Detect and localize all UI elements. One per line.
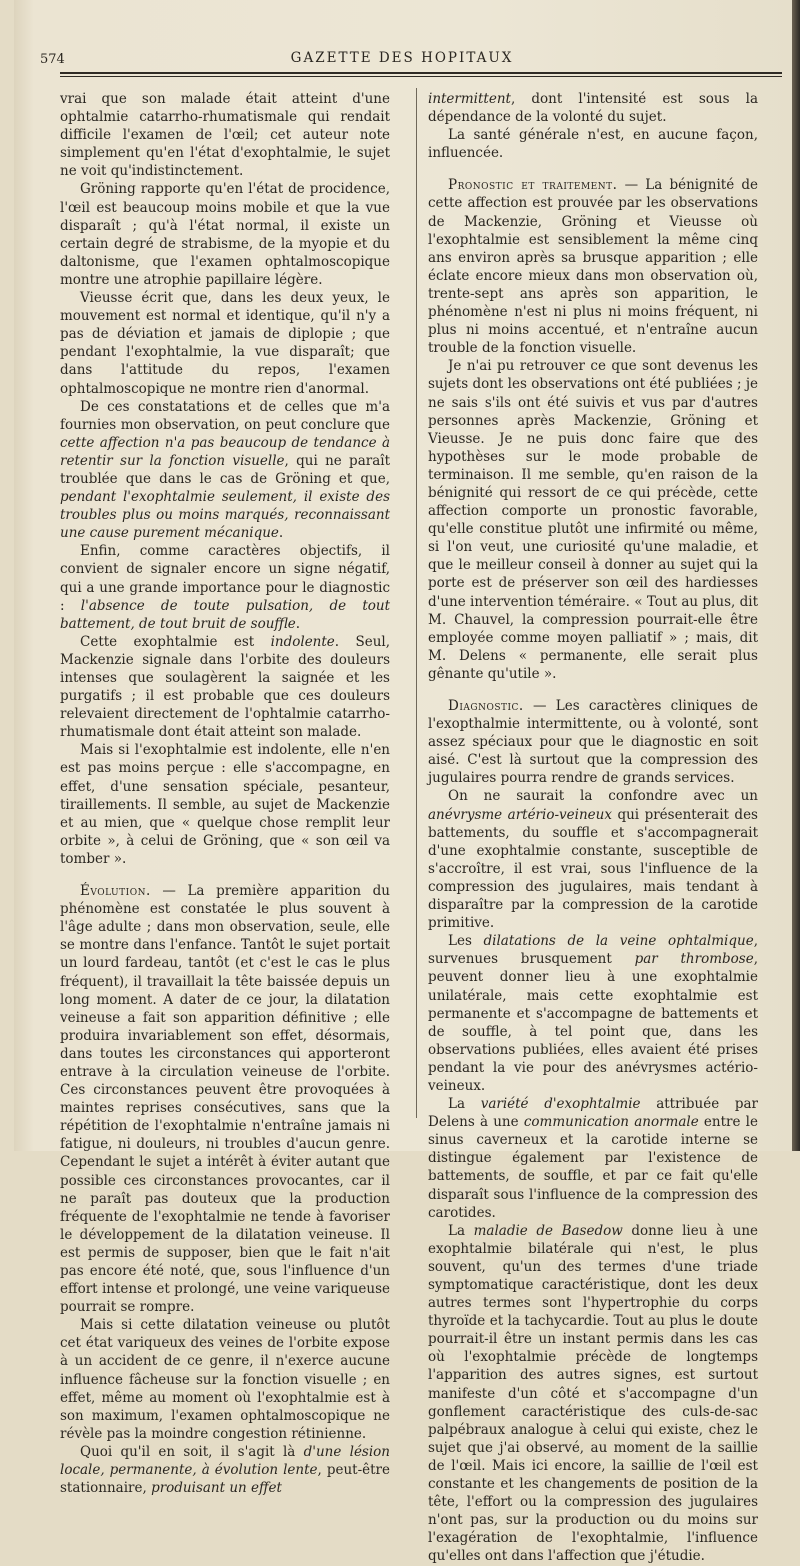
paragraph: vrai que son malade était atteint d'une ophtalmie catarrho-rhumatismale qui rendait difficile l'examen de l'œil; cet auteur note simplement qu'en l'état d'exophtalmie, le sujet ne voit qu'indistinctement. [60,91,390,180]
paragraph: Cette exophtalmie est indolente. Seul, Mackenzie signale dans l'orbite des douleurs intenses que soulagèrent la saignée et les purgatifs ; il est probable que ces douleurs relevaient directement de l'ophtalmie catarrho-rhumatismale dont était atteint son malade. [60,633,391,741]
paragraph: La santé générale n'est, en aucune façon, influencée. [428,127,758,162]
section-paragraph-pronostic: Pronostic et traitement. — La bénignité de cette affection est prouvée par les observations de Mackenzie, Gröning et Vieusse où l'exophtalmie est sensiblement la même cinq ans environ après sa brusque apparition ; elle éclate encore mieux dans mon observation où, trente-sept ans après son apparition, le phénomène n'est ni plus ni moins fréquent, ni plus ni moins accentué, et n'entraîne aucun trouble de la fonction visuelle. [428,177,758,357]
section-heading: Évolution. [80,883,151,900]
paragraph: intermittent, dont l'intensité est sous la dépendance de la volonté du sujet. [428,91,758,126]
running-title: GAZETTE DES HOPITAUX [290,50,514,66]
header-rule [60,72,782,74]
section-heading: Diagnostic. [448,698,524,714]
left-column [60,90,390,1497]
section-paragraph-evolution: Évolution. — La première apparition du phénomène est constatée le plus souvent à l'âge adulte ; dans mon observation, seule, elle se montre dans l'enfance. Tantôt le sujet portait un lourd fardeau, tantôt (et c'est le cas le plus fréquent), il travaillait la tête baissée depuis un long moment. A dater de ce jour, la dilatation veineuse a fait son apparition définitive ; elle produira invariablement son effet, désormais, dans toutes les circonstances qui apporteront entrave à la circulation veineuse de l'orbite. Ces circonstances peuvent être provoquées à maintes reprises consécutives, sans que la répétition de l'exophtalmie n'entraîne jamais ni fatigue, ni douleurs, ni troubles d'aucun genre. Cependant le sujet a intérêt à éviter autant que possible ces circonstances provocantes, car il ne paraît pas douteux que la production fréquente de l'exophtalmie ne tende à favoriser le développement de la dilatation veineuse. Il est permis de supposer, bien que le fait n'ait pas encore été noté, que, sous l'influence d'un effort intense et prolongé, une veine variqueuse pourrait se rompre. [60,883,390,1316]
column-divider [416,88,417,1118]
right-column [428,90,758,1566]
header-rule-thin [60,76,782,77]
page-edge [792,0,800,1151]
page-number: 574 [40,52,65,67]
paragraph: Quoi qu'il en soit, il s'agit là d'une lésion locale, permanente, à évolution lente, peut-être stationnaire, produisant un effet [60,1443,390,1497]
section-heading: Pronostic et traitement. [448,177,618,194]
paragraph: Mais si l'exophtalmie est indolente, elle n'en est pas moins perçue : elle s'accompagne, en effet, d'une sensation spéciale, pesanteur, tiraillements. Il semble, au sujet de Mackenzie et au mien, que « quelque chose remplit leur orbite », à celui de Gröning, que « son œil va tomber ». [60,742,390,867]
paragraph: On ne saurait la confondre avec un anévrysme artério-veineux qui présenterait des battements, du souffle et s'accompagnerait d'une exophtalmie constante, susceptible de s'accroître, il est vrai, sous l'influence de la compression des jugulaires, mais tendant à disparaître par la compression de la carotide primitive. [428,788,758,932]
paragraph: Enfin, comme caractères objectifs, il convient de signaler encore un signe négatif, qui a une grande importance pour le diagnostic : l'absence de toute pulsation, de tout battement, de tout bruit de souffle. [60,543,390,632]
paragraph: De ces constatations et de celles que m'a fournies mon observation, on peut conclure que cette affection n'a pas beaucoup de tendance à retentir sur la fonction visuelle, qui ne paraît troublée que dans le cas de Gröning et que, pendant l'exophtalmie seulement, il existe des troubles plus ou moins marqués, reconnaissant une cause purement mécanique. [60,398,390,542]
paragraph: Les dilatations de la veine ophtalmique, survenues brusquement par thrombose, peuvent donner lieu à une exophtalmie unilatérale, mais cette exophtalmie est permanente et s'accompagne de battements et de souffle, à tel point que, dans les observations publiées, elles avaient été prises pendant la vie pour des anévrysmes actério-veineux. [428,933,758,1094]
section-paragraph-diagnostic: Diagnostic. — Les caractères cliniques de l'exopthalmie intermittente, ou à volonté, sont assez spéciaux pour que le diagnostic en soit aisé. C'est là surtout que la compression des jugulaires pourra rendre de grands services. [428,698,758,787]
paragraph: La maladie de Basedow donne lieu à une exophtalmie bilatérale qui n'est, le plus souvent, qu'un des termes d'une triade symptomatique caractéristique, dont les deux autres termes sont l'hypertrophie du corps thyroïde et la tachycardie. Tout au plus le doute pourrait-il être un instant permis dans les cas où l'exophtalmie précède de longtemps l'apparition des autres signes, est surtout manifeste d'un côté et s'accompagne d'un gonflement caractéristique des culs-de-sac palpébraux analogue à celui qui existe, chez le sujet que j'ai observé, au moment de la saillie de l'œil. Mais ici encore, la saillie de l'œil est constante et les changements de position de la tête, l'effort ou la compression des jugulaires n'ont pas, sur la production ou du moins sur l'exagération de l'exophtalmie, l'influence qu'elles ont dans l'affection que j'étudie. [428,1222,759,1565]
paragraph: Gröning rapporte qu'en l'état de procidence, l'œil est beaucoup moins mobile et que la vue disparaît ; qu'à l'état normal, il existe un certain degré de strabisme, de la myopie et du daltonisme, que l'examen ophtalmoscopique montre une atrophie papillaire légère. [60,181,390,288]
paragraph: La variété d'exophtalmie attribuée par Delens à une communication anormale entre le sinus caverneux et la carotide interne se distingue également par l'existence de battements, de souffle, et par ce fait qu'elle disparaît sous l'influence de la compression des carotides. [428,1096,758,1221]
paragraph: Vieusse écrit que, dans les deux yeux, le mouvement est normal et identique, qu'il n'y a pas de déviation et jamais de diplopie ; que pendant l'exophtalmie, la vue disparaît; que dans l'attitude du repos, l'examen ophtalmoscopique ne montre rien d'anormal. [60,290,390,397]
page-header [40,50,764,70]
paragraph: Mais si cette dilatation veineuse ou plutôt cet état variqueux des veines de l'orbite expose à un accident de ce genre, il n'exerce aucune influence fâcheuse sur la fonction visuelle ; en effet, même au moment où l'exophtalmie est à son maximum, l'examen ophtalmoscopique ne révèle pas la moindre congestion rétinienne. [60,1317,390,1442]
paragraph: Je n'ai pu retrouver ce que sont devenus les sujets dont les observations ont été publiées ; je ne sais s'ils ont été suivis et vus par d'autres personnes après Mackenzie, Gröning et Vieusse. Je ne puis donc faire que des hypothèses sur le mode probable de terminaison. Il me semble, qu'en raison de la bénignité qui ressort de ce qui précède, cette affection comporte un pronostic favorable, qu'elle constitue plutôt une infirmité ou même, si l'on veut, une curiosité qu'une maladie, et que le meilleur conseil à donner au sujet qui la porte est de préserver son œil des hardiesses d'une intervention téméraire. « Tout au plus, dit M. Chauvel, la compression pourrait-elle être employée comme moyen palliatif » ; mais, dit M. Delens « permanente, elle serait plus gênante qu'utile ». [428,358,758,682]
